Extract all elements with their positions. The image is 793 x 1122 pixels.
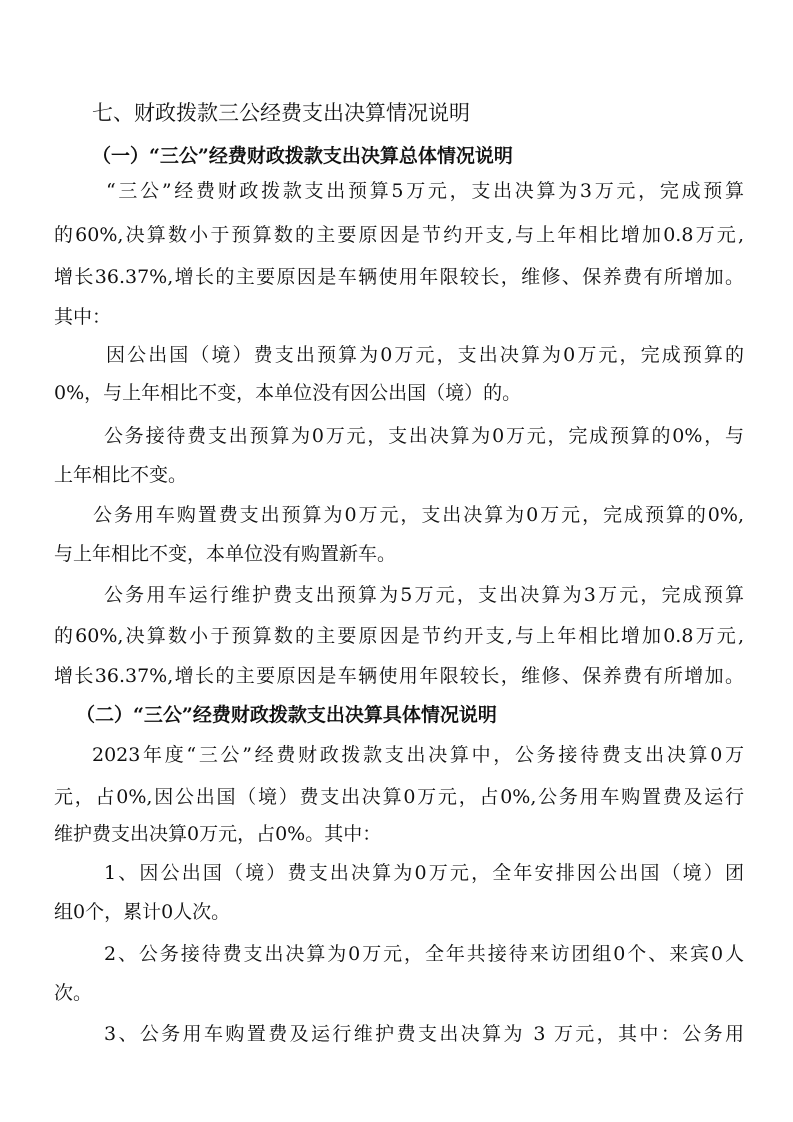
section-title: 七、财政拨款三公经费支出决算情况说明: [92, 101, 470, 125]
paragraph-line: 2、公务接待费支出决算为0万元，全年共接待来访团组0个、来宾0人: [104, 943, 744, 965]
paragraph-line: 3、公务用车购置费及运行维护费支出决算为 3 万元，其中：公务用: [104, 1023, 744, 1045]
paragraph-line: 1、因公出国（境）费支出决算为0万元，全年安排因公出国（境）团: [104, 862, 744, 884]
paragraph-line: 维护费支出决算0万元，占0%。其中：: [54, 823, 382, 845]
paragraph-line: 与上年相比不变，本单位没有购置新车。: [54, 543, 397, 565]
subsection-1-title: （一）“三公”经费财政拨款支出决算总体情况说明: [92, 145, 513, 167]
paragraph-line: 因公出国（境）费支出预算为0万元，支出决算为0万元，完成预算的: [106, 344, 744, 366]
paragraph-line: 0%，与上年相比不变，本单位没有因公出国（境）的。: [54, 382, 522, 404]
paragraph-line: 上年相比不变。: [54, 464, 188, 486]
paragraph-line: 的60%,决算数小于预算数的主要原因是节约开支,与上年相比增加0.8万元,: [54, 625, 744, 647]
paragraph-line: 次。: [54, 982, 93, 1004]
paragraph-line: 增长36.37%,增长的主要原因是车辆使用年限较长，维修、保养费有所增加。: [54, 665, 744, 687]
paragraph-line: 组0个，累计0人次。: [54, 901, 231, 923]
subsection-2-title: （二）“三公”经费财政拨款支出决算具体情况说明: [76, 704, 497, 726]
paragraph-line: 公务用车运行维护费支出预算为5万元，支出决算为3万元，完成预算: [104, 584, 744, 606]
paragraph-line: 元，占0%,因公出国（境）费支出决算0万元，占0%,公务用车购置费及运行: [54, 786, 744, 808]
paragraph-line: 增长36.37%,增长的主要原因是车辆使用年限较长，维修、保养费有所增加。: [54, 266, 744, 288]
paragraph-line: 公务用车购置费支出预算为0万元，支出决算为0万元，完成预算的0%,: [93, 504, 744, 526]
paragraph-line: 其中：: [54, 306, 112, 328]
paragraph-line: “三公”经费财政拨款支出预算5万元，支出决算为3万元，完成预算: [106, 180, 744, 202]
paragraph-line: 公务接待费支出预算为0万元，支出决算为0万元，完成预算的0%，与: [104, 425, 744, 447]
paragraph-line: 2023年度“三公”经费财政拨款支出决算中，公务接待费支出决算0万: [92, 744, 744, 766]
paragraph-line: 的60%,决算数小于预算数的主要原因是节约开支,与上年相比增加0.8万元,: [54, 224, 744, 246]
